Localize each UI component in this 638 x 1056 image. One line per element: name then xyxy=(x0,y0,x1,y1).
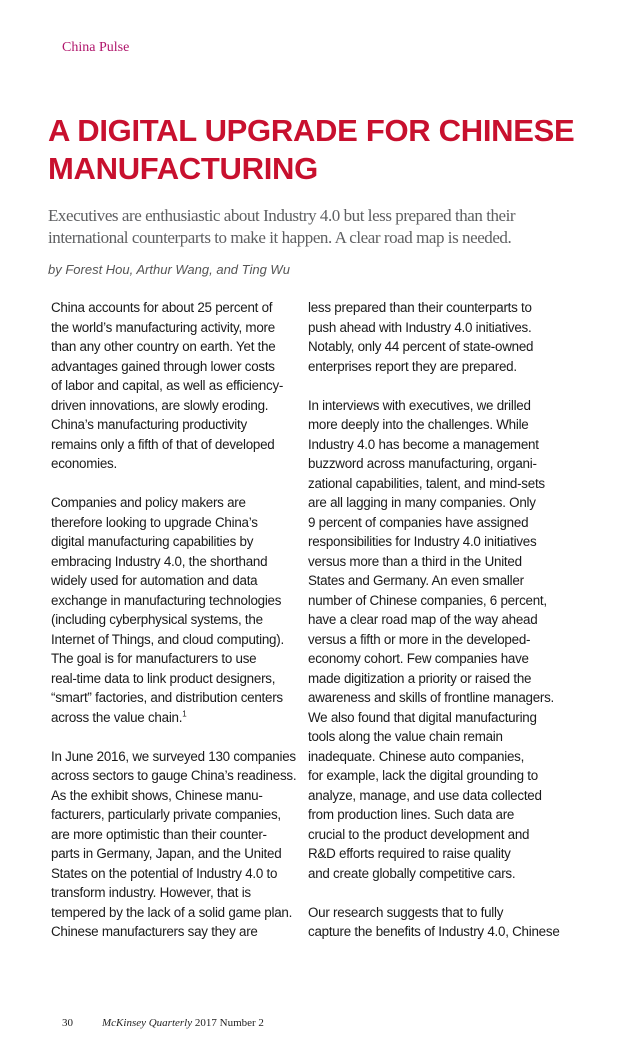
body-text-line: economy cohort. Few companies have xyxy=(308,651,529,666)
body-text-line: 9 percent of companies have assigned xyxy=(308,514,529,530)
body-text-line: less prepared than their counterparts to xyxy=(308,300,532,315)
body-text-line: China accounts for about 25 percent of xyxy=(51,300,273,315)
body-text-line: therefore looking to upgrade China’s xyxy=(51,514,258,530)
body-column-right xyxy=(308,298,568,942)
deck-line: Executives are enthusiastic about Industry 4.0 but less prepared than their xyxy=(48,206,516,225)
body-text-line: have a clear road map of the way ahead xyxy=(308,612,538,627)
body-text-line: versus more than a third in the United xyxy=(308,553,522,569)
body-text-line: States on the potential of Industry 4.0 to xyxy=(51,865,278,881)
body-text-line: exchange in manufacturing technologies xyxy=(51,592,282,608)
body-text-line: parts in Germany, Japan, and the United xyxy=(51,846,282,861)
body-text-line: Companies and policy makers are xyxy=(51,495,246,510)
body-column-left xyxy=(51,298,311,942)
body-text-line: are all lagging in many companies. Only xyxy=(308,495,536,510)
body-text-line: of labor and capital, as well as efficiency- xyxy=(51,378,284,393)
body-text-line: capture the benefits of Industry 4.0, Chinese xyxy=(308,924,560,939)
body-text-line: China’s manufacturing productivity xyxy=(51,417,247,432)
publication-info xyxy=(102,1017,264,1029)
issue-label: 2017 Number 2 xyxy=(194,1017,264,1029)
page-footer xyxy=(62,1017,264,1029)
body-text-line: inadequate. Chinese auto companies, xyxy=(308,748,525,764)
deck-line: international counterparts to make it happen. A clear road map is needed. xyxy=(48,228,512,247)
body-text-line: Industry 4.0 has become a management xyxy=(308,436,539,452)
body-text-line: R&D efforts required to raise quality xyxy=(308,846,511,861)
body-text-line: digital manufacturing capabilities by xyxy=(51,534,254,549)
page-number: 30 xyxy=(62,1017,73,1029)
body-text-line: analyze, manage, and use data collected xyxy=(308,787,542,803)
page-title xyxy=(48,112,608,188)
body-text-line: versus a fifth or more in the developed- xyxy=(308,631,531,647)
body-text-line: the world’s manufacturing activity, more xyxy=(51,319,275,335)
publication-name: McKinsey Quarterly xyxy=(102,1017,193,1029)
body-text-line: real-time data to link product designers, xyxy=(51,670,276,686)
body-text-line: economies. xyxy=(51,456,117,471)
body-text-line: tempered by the lack of a solid game plan. xyxy=(51,904,293,920)
body-text-line: widely used for automation and data xyxy=(51,573,258,588)
body-text-line: (including cyberphysical systems, the xyxy=(51,612,263,627)
body-text-line: across sectors to gauge China’s readiness. xyxy=(51,768,297,783)
body-text-line: than any other country on earth. Yet the xyxy=(51,339,276,354)
paragraph-gap xyxy=(308,883,568,903)
body-text-line: made digitization a priority or raised the xyxy=(308,670,532,686)
body-text-line: transform industry. However, that is xyxy=(51,885,251,900)
body-text-line: crucial to the product development and xyxy=(308,826,530,842)
body-text-line: Internet of Things, and cloud computing). xyxy=(51,631,284,647)
headline-line: MANUFACTURING xyxy=(48,151,318,186)
paragraph-gap xyxy=(51,474,311,494)
body-text-line: awareness and skills of frontline managers. xyxy=(308,690,555,705)
body-text-line: Notably, only 44 percent of state-owned xyxy=(308,339,534,354)
article-deck xyxy=(48,205,608,249)
body-text-line: Our research suggests that to fully xyxy=(308,904,504,920)
byline: by Forest Hou, Arthur Wang, and Ting Wu xyxy=(48,262,290,277)
body-text-line: enterprises report they are prepared. xyxy=(308,358,517,374)
body-text-line: more deeply into the challenges. While xyxy=(308,417,529,432)
body-text-line: responsibilities for Industry 4.0 initiatives xyxy=(308,534,537,549)
body-text-line: embracing Industry 4.0, the shorthand xyxy=(51,553,268,569)
body-text-line: As the exhibit shows, Chinese manu- xyxy=(51,787,263,803)
body-text-line: facturers, particularly private companies, xyxy=(51,807,281,822)
body-text-line: for example, lack the digital grounding to xyxy=(308,768,538,783)
body-text-line: advantages gained through lower costs xyxy=(51,358,275,374)
body-text-line: In June 2016, we surveyed 130 companies xyxy=(51,748,296,764)
body-text-line: Chinese manufacturers say they are xyxy=(51,924,258,939)
body-text-line: driven innovations, are slowly eroding. xyxy=(51,397,269,413)
body-text-line: from production lines. Such data are xyxy=(308,807,515,822)
body-text-line: In interviews with executives, we drilled xyxy=(308,397,531,413)
body-text-line: We also found that digital manufacturing xyxy=(308,709,537,725)
body-text-line: tools along the value chain remain xyxy=(308,729,503,744)
body-text-line: “smart” factories, and distribution centers xyxy=(51,690,283,705)
body-text-line: and create globally competitive cars. xyxy=(308,865,516,881)
section-label: China Pulse xyxy=(62,40,130,55)
paragraph-gap xyxy=(51,727,311,747)
paragraph-gap xyxy=(308,376,568,396)
body-text-line: across the value chain.$^1$ xyxy=(51,709,187,725)
body-text-line: States and Germany. An even smaller xyxy=(308,573,524,588)
body-text-line: number of Chinese companies, 6 percent, xyxy=(308,592,547,608)
footnote-marker: 1 xyxy=(182,709,187,719)
body-text-line: The goal is for manufacturers to use xyxy=(51,651,257,666)
body-text-line: zational capabilities, talent, and mind-sets xyxy=(308,475,545,491)
body-text-line: remains only a fifth of that of developed xyxy=(51,436,275,452)
body-text-line: are more optimistic than their counter- xyxy=(51,826,267,842)
body-text-line: push ahead with Industry 4.0 initiatives. xyxy=(308,319,532,335)
body-text-line: buzzword across manufacturing, organi- xyxy=(308,456,537,471)
headline-line: A DIGITAL UPGRADE FOR CHINESE xyxy=(48,113,575,148)
